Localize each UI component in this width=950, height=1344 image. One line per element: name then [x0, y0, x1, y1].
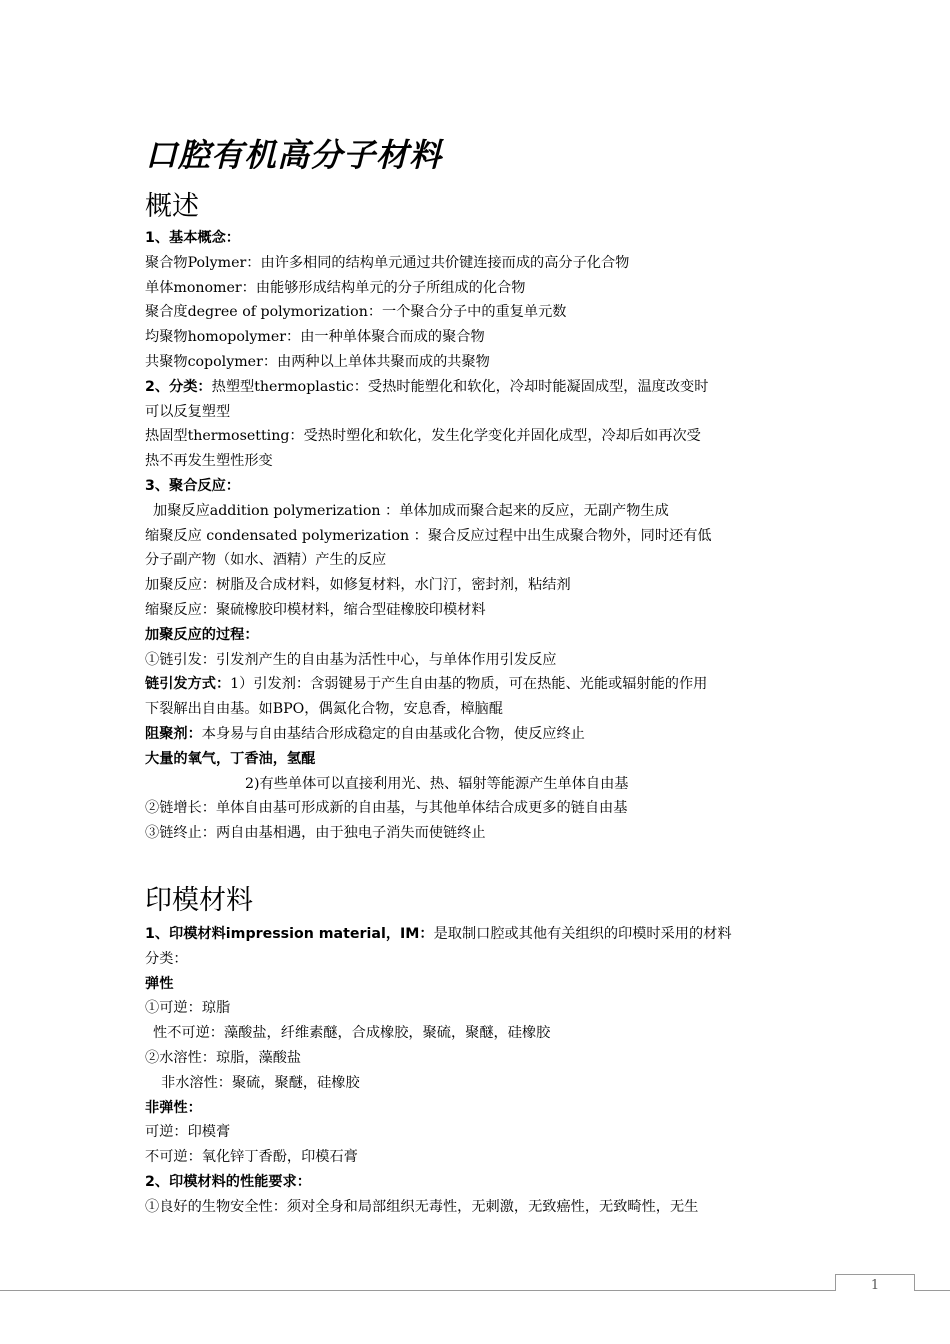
line-text: 下裂解出自由基。如BPO，偶氮化合物，安息香，樟脑醌: [145, 701, 503, 718]
text-line: [145, 1021, 810, 1046]
text-line: [145, 375, 810, 400]
text-line: [145, 1046, 810, 1071]
text-line: [145, 648, 810, 673]
text-line: [145, 747, 810, 772]
text-line: [145, 598, 810, 623]
line-text: 加聚反应addition polymerization ：单体加成而聚合起来的反应，无副产物生成: [153, 502, 669, 519]
line-text: ③链终止：两自由基相遇，由于独电子消失而使链终止: [145, 825, 486, 842]
text-line: [145, 623, 810, 648]
bold-label: 链引发方式：: [145, 676, 231, 693]
text-line: [145, 325, 810, 350]
line-text: 是取制口腔或其他有关组织的印模时采用的材料: [433, 926, 732, 942]
line-text: 缩聚反应：聚硫橡胶印模材料，缩合型硅橡胶印模材料: [145, 601, 486, 618]
bold-label: 2、印模材料的性能要求：: [145, 1173, 311, 1190]
line-text: 热塑型thermoplastic：受热时能塑化和软化，冷却时能凝固成型，温度改变时: [211, 378, 709, 395]
line-text: ①链引发：引发剂产生的自由基为活性中心，与单体作用引发反应: [145, 651, 557, 668]
line-text: ①可逆：琼脂: [145, 1000, 231, 1017]
line-text: 聚合物Polymer：由许多相同的结构单元通过共价键连接而成的高分子化合物: [145, 254, 630, 271]
text-line: [145, 947, 810, 972]
bold-label: 大量的氧气，丁香油，氢醌: [145, 750, 316, 767]
document-title: 口腔有机高分子材料: [145, 136, 443, 174]
line-text: 缩聚反应 condensated polymerization ：聚合反应过程中出生成聚合物外，同时还有低: [145, 527, 712, 544]
text-line: [145, 251, 810, 276]
text-line: [145, 499, 810, 524]
bold-label: 弹性: [145, 975, 174, 992]
line-text: 共聚物copolymer：由两种以上单体共聚而成的共聚物: [145, 353, 490, 370]
text-line: [145, 474, 810, 499]
bold-label: 2、分类：: [145, 378, 212, 395]
text-line: [145, 722, 810, 747]
line-text: 分类：: [145, 950, 188, 967]
text-line: [145, 350, 810, 375]
text-line: [145, 796, 810, 821]
line-text: 分子副产物（如水、酒精）产生的反应: [145, 552, 387, 569]
section-heading-impression-materials: 印模材料: [145, 885, 253, 916]
line-text: ②链增长：单体自由基可形成新的自由基，与其他单体结合成更多的链自由基: [145, 800, 628, 817]
text-line: [145, 697, 810, 722]
section-overview-body: [145, 226, 810, 846]
text-line: [145, 1195, 810, 1220]
text-line: [145, 1071, 810, 1096]
line-text: 热固型thermosetting：受热时塑化和软化，发生化学变化并固化成型，冷却后如再次受: [145, 428, 701, 445]
bold-label: 加聚反应的过程：: [145, 626, 259, 643]
text-line: [145, 400, 810, 425]
line-text: 可以反复塑型: [145, 403, 231, 420]
text-line: [145, 524, 810, 549]
line-text: 非水溶性：聚硫，聚醚，硅橡胶: [161, 1074, 360, 1091]
text-line: [145, 772, 810, 797]
line-text: 均聚物homopolymer：由一种单体聚合而成的聚合物: [145, 329, 485, 346]
line-text: 1）引发剂：含弱键易于产生自由基的物质，可在热能、光能或辐射能的作用: [230, 676, 708, 693]
text-line: [145, 996, 810, 1021]
text-line: [145, 276, 810, 301]
line-text: 单体monomer：由能够形成结构单元的分子所组成的化合物: [145, 279, 526, 296]
bold-label: 1、印模材料impression material，IM：: [145, 926, 434, 942]
text-line: [145, 922, 810, 947]
bold-label: 1、基本概念：: [145, 230, 240, 246]
line-text: 聚合度degree of polymorization：一个聚合分子中的重复单元数: [145, 304, 567, 321]
text-line: [145, 1096, 810, 1121]
text-line: [145, 573, 810, 598]
page-number: 1: [835, 1274, 915, 1291]
text-line: [145, 548, 810, 573]
text-line: [145, 1170, 810, 1195]
bold-label: 阻聚剂：: [145, 725, 202, 742]
line-text: ①良好的生物安全性：须对全身和局部组织无毒性，无刺激，无致癌性，无致畸性，无生: [145, 1198, 699, 1215]
text-line: [145, 672, 810, 697]
line-text: 加聚反应：树脂及合成材料，如修复材料，水门汀，密封剂，粘结剂: [145, 577, 571, 594]
line-text: ②水溶性：琼脂，藻酸盐: [145, 1049, 302, 1066]
line-text: 不可逆：氧化锌丁香酚，印模石膏: [145, 1149, 358, 1166]
text-line: [145, 972, 810, 997]
text-line: [145, 424, 810, 449]
footer-divider: [0, 1290, 950, 1291]
line-text: 本身易与自由基结合形成稳定的自由基或化合物，使反应终止: [201, 725, 585, 742]
bold-label: 3、聚合反应：: [145, 477, 240, 494]
section-heading-overview: 概述: [145, 191, 199, 222]
line-text: 热不再发生塑性形变: [145, 453, 273, 470]
text-line: [145, 300, 810, 325]
line-text: 2)有些单体可以直接利用光、热、辐射等能源产生单体自由基: [245, 775, 629, 792]
text-line: [145, 226, 810, 251]
text-line: [145, 1145, 810, 1170]
bold-label: 非弹性：: [145, 1099, 202, 1116]
line-text: 可逆：印模膏: [145, 1124, 231, 1141]
text-line: [145, 1120, 810, 1145]
line-text: 性不可逆：藻酸盐，纤维素醚，合成橡胶，聚硫，聚醚，硅橡胶: [153, 1025, 551, 1042]
text-line: [145, 449, 810, 474]
section-impression-body: [145, 922, 810, 1220]
text-line: [145, 821, 810, 846]
